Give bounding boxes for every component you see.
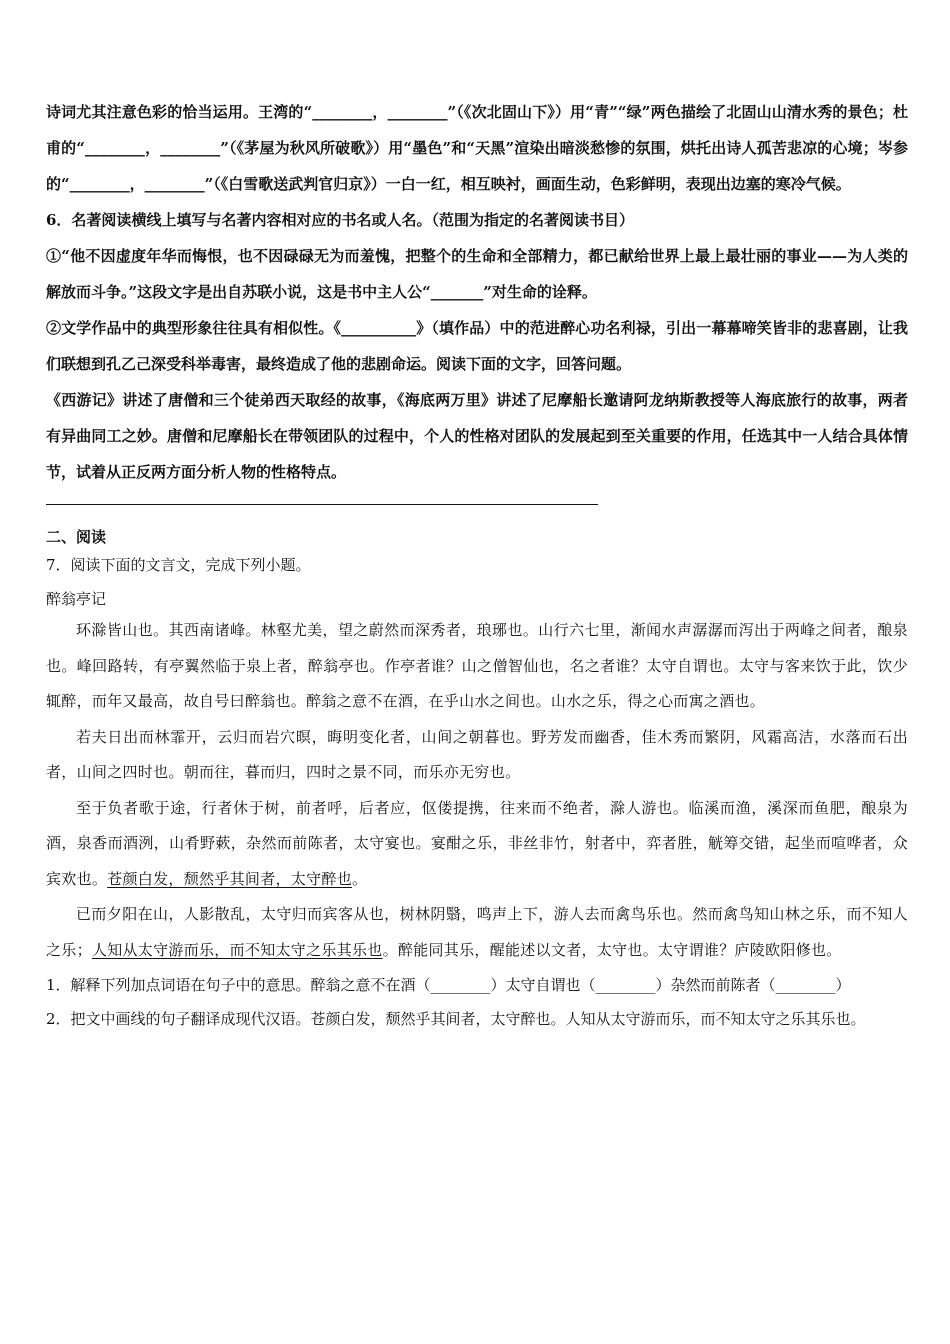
document-page (46, 94, 908, 1036)
essay-paragraph-2: 若夫日出而林霏开，云归而岩穴暝，晦明变化者，山间之朝暮也。野芳发而幽香，佳木秀而繁阴，风霜高洁，水落而石出者，山间之四时也。朝而往，暮而归，四时之景不同，而乐亦无穷也。 (46, 727, 908, 781)
essay-paragraph-1: 环滁皆山也。其西南诸峰。林壑尤美，望之蔚然而深秀者，琅琊也。山行六七里，渐闻水声潺潺而泻出于两峰之间者，酿泉也。峰回路转，有亭翼然临于泉上者，醉翁亭也。作亭者谁？山之僧智仙也，名之者谁？太守自谓也。太守与客来饮于此，饮少辄醉，而年又最高，故自号曰醉翁也。醉翁之意不在酒，在乎山水之间也。山水之乐，得之心而寓之酒也。 (46, 621, 908, 710)
question-6-item-1: ①“他不因虚度年华而悔恨，也不因碌碌无为而羞愧，把整个的生命和全部精力，都已献给世界上最上最壮丽的事业——为人类的解放而斗争。”这段文字是出自苏联小说，这是书中主人公“_______”对生命的诠释。 (46, 247, 908, 301)
paragraph-3-text: 至于负者歌于途，行者休于树，前者呼，后者应，伛偻提携，往来而不绝者，滁人游也。临溪而渔，溪深而鱼肥，酿泉为酒，泉香而酒洌，山肴野蔌，杂然而前陈者，太守宴也。宴酣之乐，非丝非竹，射者中，弈者胜，觥筹交错，起坐而喧哗者，众宾欢也。 (46, 798, 908, 888)
essay-title: 醉翁亭记 (46, 590, 107, 608)
sub-question-1: 1．解释下列加点词语在句子中的意思。醉翁之意不在酒（________）太守自谓也（________）杂然而前陈者（________） (46, 976, 851, 994)
answer-line (46, 504, 598, 505)
sub-question-2: 2．把文中画线的句子翻译成现代汉语。苍颜白发，颓然乎其间者，太守醉也。人知从太守游而乐，而不知太守之乐其乐也。 (46, 1010, 866, 1028)
question-7-title: 7．阅读下面的文言文，完成下列小题。 (46, 556, 311, 574)
paragraph-4-end: 。醉能同其乐，醒能述以文者，太守也。太守谓谁？庐陵欧阳修也。 (382, 940, 842, 959)
underlined-sentence-1: 苍颜白发，颓然乎其间者，太守醉也 (107, 869, 353, 888)
essay-paragraph-3 (46, 791, 908, 898)
underlined-sentence-2: 人知从太守游而乐，而不知太守之乐其乐也 (91, 940, 383, 959)
section-2-heading: 二、阅读 (46, 528, 107, 546)
essay-paragraph-4 (46, 897, 908, 968)
poetry-color-paragraph: 诗词尤其注意色彩的恰当运用。王湾的“________，________”（《次北固山下》）用“青”“绿”两色描绘了北固山山清水秀的景色；杜甫的“________，________”（《茅屋为秋风所破歌》）用“墨色”和“天黑”渲染出暗淡愁惨的氛围，烘托出诗人孤苦悲凉的心境；岑参的“________，________”（《白雪歌送武判官归京》）一白一红，相互映衬，画面生动，色彩鲜明，表现出边塞的寒冷气候。 (46, 103, 908, 193)
paragraph-3-end: 。 (352, 869, 368, 888)
paragraph-4-text: 已而夕阳在山，人影散乱，太守归而宾客从也，树林阴翳，鸣声上下，游人去而禽鸟乐也。然而禽鸟知山林之乐，而不知人之乐； (46, 905, 908, 959)
question-6-item-3: 《西游记》讲述了唐僧和三个徒弟西天取经的故事，《海底两万里》讲述了尼摩船长邀请阿龙纳斯教授等人海底旅行的故事，两者有异曲同工之妙。唐僧和尼摩船长在带领团队的过程中，个人的性格对团队的发展起到至关重要的作用，任选其中一人结合具体情节，试着从正反两方面分析人物的性格特点。 (46, 391, 908, 481)
question-6-item-2: ②文学作品中的典型形象往往具有相似性。《__________》（填作品）中的范进醉心功名利禄，引出一幕幕啼笑皆非的悲喜剧，让我们联想到孔乙己深受科举毒害，最终造成了他的悲剧命运。阅读下面的文字，回答问题。 (46, 319, 908, 373)
question-6-title: 6．名著阅读横线上填写与名著内容相对应的书名或人名。（范围为指定的名著阅读书目） (46, 211, 634, 229)
